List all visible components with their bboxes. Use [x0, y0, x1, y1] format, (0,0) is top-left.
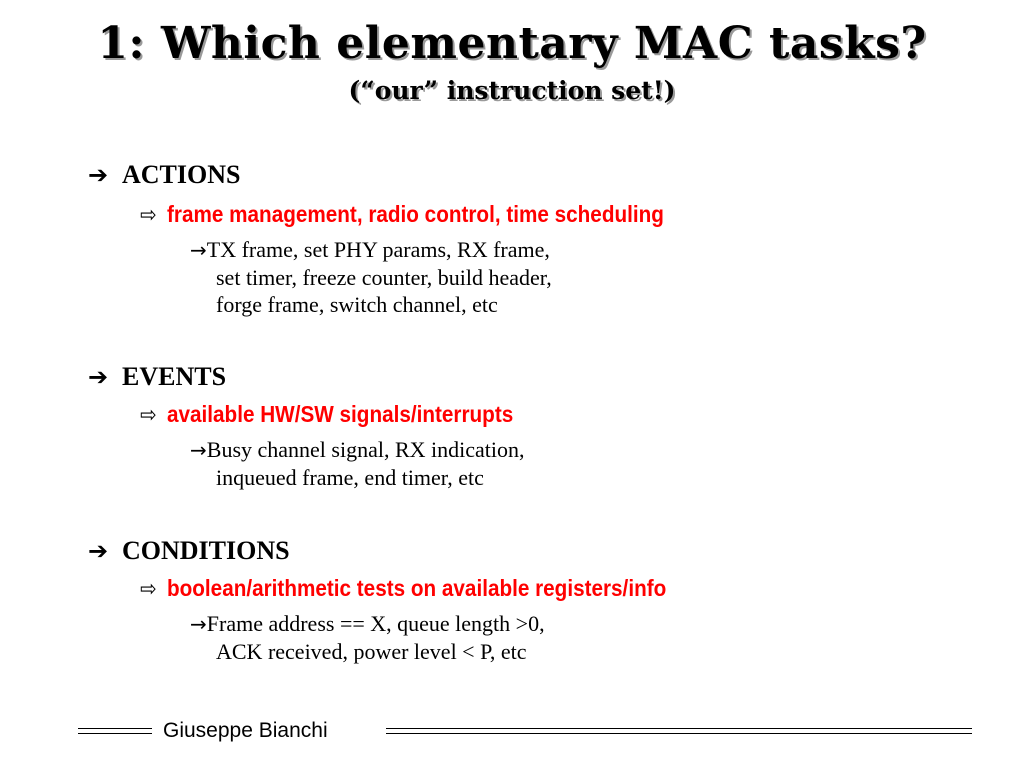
section-heading: ACTIONS — [122, 160, 241, 189]
footer-left-double-rule — [78, 728, 152, 734]
section-heading-row — [88, 362, 226, 392]
section-heading: EVENTS — [122, 362, 227, 391]
slide-title-block — [0, 18, 1024, 106]
section-heading: CONDITIONS — [122, 536, 290, 565]
slide-subtitle: (“our” instruction set!) — [348, 76, 676, 105]
thin-arrow-bullet-icon: → — [190, 238, 207, 262]
section-summary-row — [140, 574, 666, 604]
right-arrow-bullet-icon: ➔ — [88, 537, 109, 565]
right-arrow-bullet-icon: ➔ — [88, 161, 109, 189]
section-detail — [190, 436, 525, 491]
detail-line-text: TX frame, set PHY params, RX frame, — [206, 237, 550, 262]
section-summary-row — [140, 200, 664, 230]
detail-line: forge frame, switch channel, etc — [216, 292, 498, 317]
section-detail — [190, 610, 545, 665]
section-heading-row — [88, 536, 290, 566]
detail-line — [190, 236, 552, 264]
detail-line: ACK received, power level < P, etc — [216, 639, 527, 664]
hollow-arrow-bullet-icon: ⇨ — [140, 577, 157, 602]
hollow-arrow-bullet-icon: ⇨ — [140, 403, 157, 428]
section-summary-row — [140, 400, 513, 430]
detail-line — [190, 610, 545, 638]
footer-right-double-rule — [386, 728, 972, 734]
detail-line: set timer, freeze counter, build header, — [216, 265, 552, 290]
section-summary: boolean/arithmetic tests on available registers/info — [167, 575, 667, 601]
section-heading-row — [88, 160, 240, 190]
section-summary: available HW/SW signals/interrupts — [167, 401, 514, 427]
detail-line-text: Busy channel signal, RX indication, — [206, 437, 525, 462]
thin-arrow-bullet-icon: → — [190, 438, 207, 462]
right-arrow-bullet-icon: ➔ — [88, 363, 109, 391]
footer-author: Giuseppe Bianchi — [163, 719, 328, 742]
slide-footer — [0, 717, 1024, 747]
section-detail — [190, 236, 552, 318]
detail-line-text: Frame address == X, queue length >0, — [206, 611, 545, 636]
detail-line: inqueued frame, end timer, etc — [216, 465, 484, 490]
hollow-arrow-bullet-icon: ⇨ — [140, 203, 157, 228]
thin-arrow-bullet-icon: → — [190, 612, 207, 636]
slide-title: 1: Which elementary MAC tasks? — [97, 18, 927, 69]
detail-line — [190, 436, 525, 464]
section-summary: frame management, radio control, time scheduling — [167, 201, 664, 227]
